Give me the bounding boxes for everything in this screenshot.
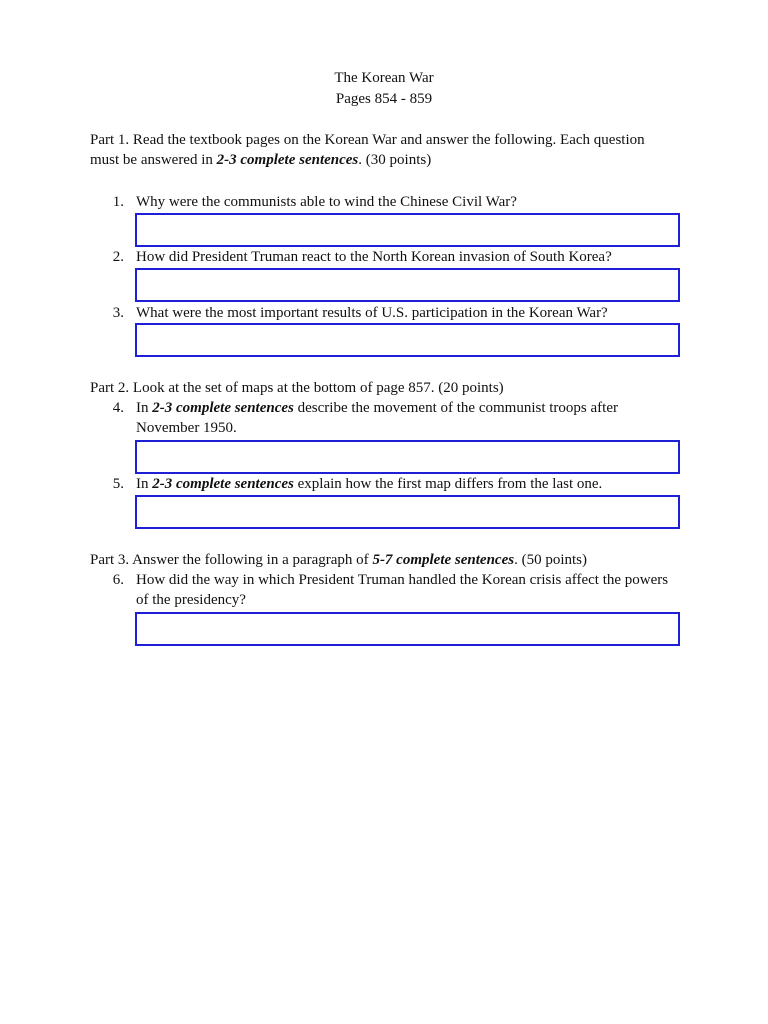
- part2-intro: Part 2. Look at the set of maps at the bottom of page 857. (20 points): [90, 380, 504, 396]
- question-5-number: 5.: [112, 476, 124, 492]
- question-5-pre: In: [136, 476, 153, 492]
- question-5-emphasis: 2-3 complete sentences: [152, 476, 294, 492]
- question-5-text: [136, 474, 602, 494]
- part1-intro-line2: [90, 150, 431, 170]
- part3-intro: [90, 550, 587, 570]
- question-6-text-line2: of the presidency?: [136, 592, 246, 608]
- question-4-pre: In: [136, 400, 153, 416]
- question-1-answer-field[interactable]: [135, 213, 680, 247]
- question-3-text: What were the most important results of U.S. participation in the Korean War?: [136, 305, 608, 321]
- question-5-post: explain how the first map differs from the last one.: [293, 476, 603, 492]
- question-6-number: 6.: [112, 572, 124, 588]
- question-1-text: Why were the communists able to wind the Chinese Civil War?: [136, 194, 517, 210]
- question-5-answer-field[interactable]: [135, 495, 680, 529]
- question-3-answer-field[interactable]: [135, 323, 680, 357]
- question-4-number: 4.: [112, 400, 124, 416]
- question-2-number: 2.: [112, 249, 124, 265]
- question-2-answer-field[interactable]: [135, 268, 680, 302]
- question-4-answer-field[interactable]: [135, 440, 680, 474]
- part1-intro-pre: must be answered in: [90, 152, 217, 168]
- question-4-emphasis: 2-3 complete sentences: [152, 400, 294, 416]
- question-2-text: How did President Truman react to the North Korean invasion of South Korea?: [136, 249, 612, 265]
- question-6-text-line1: How did the way in which President Truman handled the Korean crisis affect the powers: [136, 572, 669, 588]
- part1-intro-emphasis: 2-3 complete sentences: [216, 152, 359, 168]
- page-range: Pages 854 - 859: [335, 91, 433, 107]
- question-4-text-line1: [136, 398, 618, 418]
- part1-intro-post: . (30 points): [358, 152, 432, 168]
- question-1-number: 1.: [112, 194, 124, 210]
- question-4-text-line2: November 1950.: [136, 420, 237, 436]
- part1-intro-line1: Part 1. Read the textbook pages on the Korean War and answer the following. Each question: [90, 132, 645, 148]
- part3-intro-post: . (50 points): [514, 552, 587, 568]
- part3-intro-emphasis: 5-7 complete sentences: [372, 552, 515, 568]
- part3-intro-pre: Part 3. Answer the following in a paragraph of: [90, 552, 373, 568]
- question-4-post: describe the movement of the communist troops after: [293, 400, 618, 416]
- question-6-answer-field[interactable]: [135, 612, 680, 646]
- document-title: The Korean War: [334, 70, 434, 86]
- question-3-number: 3.: [112, 305, 124, 321]
